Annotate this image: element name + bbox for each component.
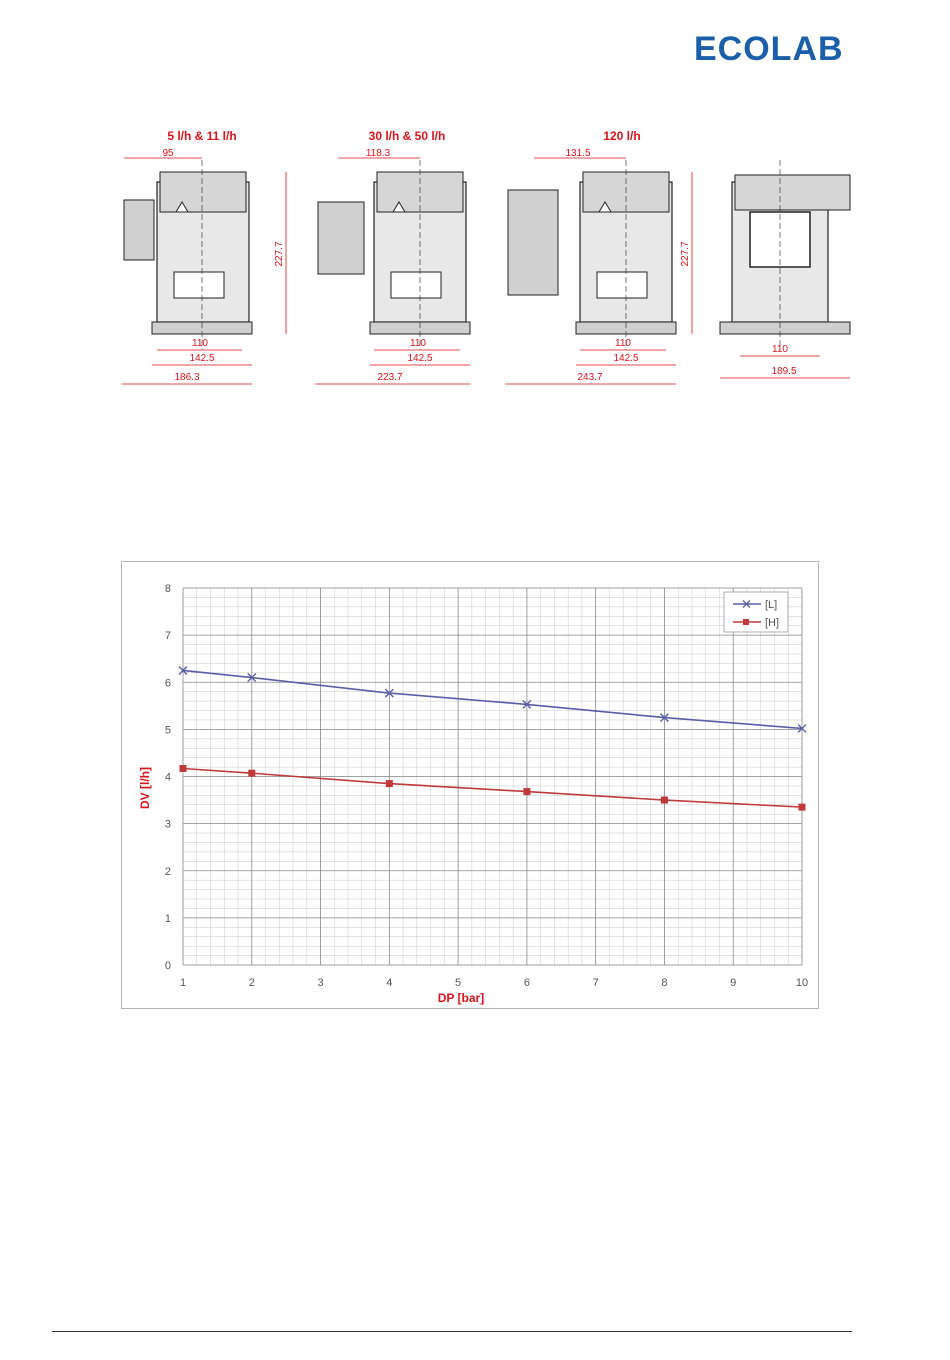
ecolab-logo (694, 28, 844, 68)
y-tick-label: 2 (164, 865, 171, 878)
y-tick-label: 7 (164, 630, 171, 643)
pump-cover (735, 175, 850, 210)
logo-wordmark: ECOLAB (694, 30, 844, 68)
dim-base-outer-3: 142.5 (613, 353, 639, 364)
y-tick-label: 5 (164, 724, 171, 737)
performance-chart (121, 561, 819, 1009)
footer-rule (52, 1331, 852, 1332)
window (597, 272, 647, 298)
y-tick-label: 0 (164, 960, 171, 972)
x-tick-label: 9 (730, 977, 737, 989)
x-tick-label: 7 (592, 977, 599, 989)
view-3-title: 120 l/h (603, 129, 641, 143)
dim-base-outer-1: 142.5 (189, 353, 215, 364)
dosing-head (508, 190, 558, 295)
y-tick-label: 3 (164, 818, 171, 831)
dimension-drawings (110, 120, 860, 410)
legend-label: [L] (765, 599, 778, 611)
y-axis-ticks (165, 583, 171, 972)
y-tick-label: 6 (164, 677, 171, 690)
dim-height-1: 227.7 (274, 241, 285, 267)
chart-legend (724, 592, 788, 632)
dim-overall-3: 243.7 (577, 372, 603, 383)
drawing-view-2 (315, 129, 470, 384)
x-tick-label: 6 (523, 977, 530, 989)
data-point-square-marker (180, 765, 187, 772)
dosing-head (750, 212, 810, 267)
dim-base-inner-3: 110 (615, 338, 631, 349)
dim-offset-3: 131.5 (565, 148, 591, 159)
view-1-title: 5 l/h & 11 l/h (167, 129, 237, 143)
dim-overall-1: 186.3 (174, 372, 200, 383)
dim-height-3: 227.7 (680, 241, 691, 267)
view-2-title: 30 l/h & 50 l/h (368, 129, 446, 143)
data-point-square-marker (386, 780, 393, 787)
x-tick-label: 8 (661, 977, 668, 989)
chart-series (179, 666, 806, 810)
x-tick-label: 1 (179, 977, 187, 989)
data-point-square-marker (248, 770, 255, 777)
x-axis-ticks (180, 977, 808, 989)
dim-overall-2: 223.7 (377, 372, 403, 383)
drawing-view-4 (720, 160, 850, 378)
legend-marker (743, 619, 749, 625)
y-tick-label: 1 (164, 912, 171, 925)
legend-label: [H] (765, 617, 780, 629)
chart-grid (183, 588, 802, 965)
dosing-head (318, 202, 364, 274)
y-axis-label: DV [l/h] (138, 767, 152, 809)
window (391, 272, 441, 298)
data-point-square-marker (523, 788, 530, 795)
dim-base-inner-4: 110 (772, 344, 788, 355)
dim-base-inner-2: 110 (410, 338, 426, 349)
series-line-1 (183, 768, 802, 807)
window (174, 272, 224, 298)
dim-offset-2: 118.3 (365, 148, 391, 159)
drawing-view-3 (505, 129, 692, 384)
dim-offset-1: 95 (162, 148, 174, 159)
x-tick-label: 5 (455, 977, 462, 989)
x-tick-label: 10 (795, 977, 809, 989)
x-tick-label: 2 (248, 977, 255, 989)
x-axis-label: DP [bar] (437, 991, 485, 1005)
dosing-head (124, 200, 154, 260)
drawing-view-1 (122, 129, 286, 384)
pump-base (720, 322, 850, 334)
dim-overall-4: 189.5 (771, 366, 797, 377)
x-tick-label: 3 (317, 977, 324, 989)
x-tick-label: 4 (386, 977, 393, 989)
data-point-square-marker (799, 804, 806, 811)
data-point-square-marker (661, 797, 668, 804)
dim-base-inner-1: 110 (192, 338, 208, 349)
y-tick-label: 4 (164, 771, 171, 784)
y-tick-label: 8 (164, 583, 171, 595)
dim-base-outer-2: 142.5 (407, 353, 433, 364)
pump-cover (160, 172, 246, 212)
